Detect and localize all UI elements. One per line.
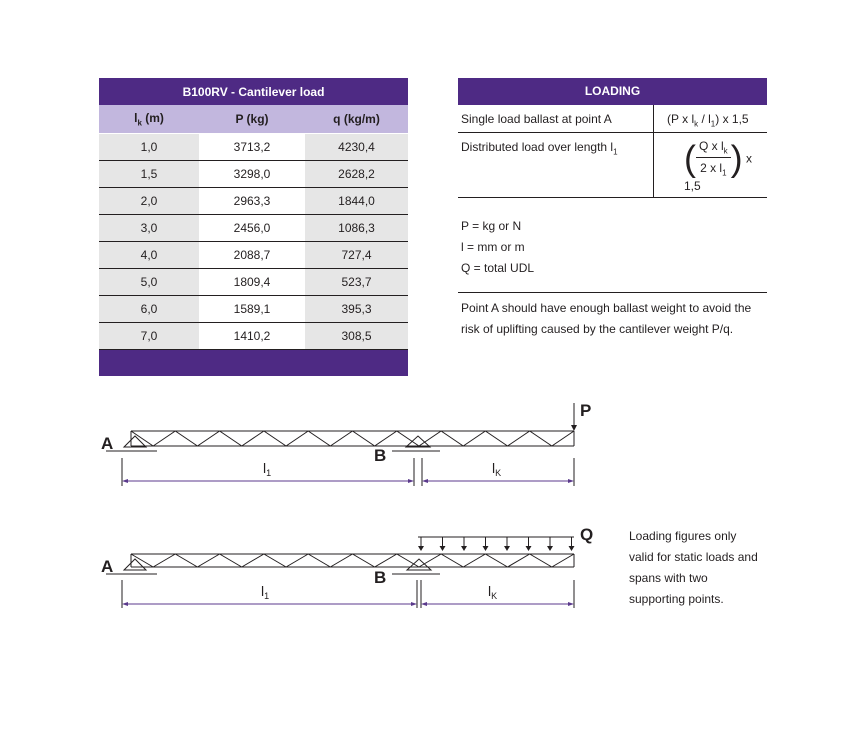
truss-diagonal <box>131 554 153 567</box>
q-cell: 1086,3 <box>305 214 408 241</box>
truss-diagonal <box>419 431 441 446</box>
span-l1-label: $l_1$ <box>263 460 272 478</box>
truss-diagonal <box>375 431 397 446</box>
header-lk: $l_k$ (m) <box>134 110 164 127</box>
distributed-load-formula: ( $\frac{Q x l_k}{2 x l_1}$ ) x 1,5 <box>684 137 753 193</box>
label-b: B <box>374 446 387 465</box>
truss-diagonal <box>175 431 197 446</box>
udl-arrowhead <box>547 546 553 551</box>
dimension-lines <box>122 580 574 608</box>
truss-diagonal <box>153 431 175 446</box>
q-cell: 727,4 <box>305 241 408 268</box>
truss-diagonal <box>175 554 197 567</box>
truss-diagonal <box>441 431 463 446</box>
truss-diagonal <box>330 554 352 567</box>
truss-diagonal <box>353 431 375 446</box>
static-load-note: Loading figures only valid for static loads and spans with two supporting points. <box>629 529 758 606</box>
span-lk-label: $l_K$ <box>492 460 502 478</box>
truss-diagonal <box>330 431 352 446</box>
udl-arrowhead <box>461 546 467 551</box>
label-b: B <box>374 568 387 587</box>
p-cell: 1809,4 <box>199 268 305 295</box>
truss-diagonal <box>264 431 286 446</box>
span-l1-label: $l_1$ <box>261 583 270 601</box>
distributed-load-diagram <box>101 525 593 608</box>
p-cell: 1589,1 <box>199 295 305 322</box>
truss-diagonal <box>552 431 574 446</box>
p-cell: 1410,2 <box>199 322 305 349</box>
legend-line: l = mm or m <box>461 240 525 254</box>
truss-diagonal <box>441 554 463 567</box>
lk-cell: 2,0 <box>99 187 199 214</box>
lk-cell: 1,5 <box>99 160 199 187</box>
truss-diagonal <box>485 431 507 446</box>
lk-cell: 6,0 <box>99 295 199 322</box>
truss-diagonal <box>286 554 308 567</box>
truss-diagonal <box>419 554 441 567</box>
single-load-formula: (P x $l_k / l_1$) x 1,5 <box>667 112 749 129</box>
truss-diagonal <box>508 431 530 446</box>
span-lk-label: $l_K$ <box>488 583 498 601</box>
truss-beam <box>131 554 574 567</box>
udl-arrowhead <box>440 546 446 551</box>
udl-arrowhead <box>504 546 510 551</box>
truss-diagonal <box>220 431 242 446</box>
udl-arrowhead <box>569 546 575 551</box>
truss-diagonal <box>197 431 219 446</box>
lk-cell: 4,0 <box>99 241 199 268</box>
label-p: P <box>580 401 592 420</box>
dimension-lines <box>122 458 574 486</box>
truss-diagonal <box>530 554 552 567</box>
distributed-load-label: Distributed load over length $l_1$ <box>461 140 618 157</box>
truss-diagonal <box>242 431 264 446</box>
loading-title: LOADING <box>458 78 767 105</box>
p-cell: 2456,0 <box>199 214 305 241</box>
truss-diagonal <box>397 554 419 567</box>
point-load-arrowhead <box>571 425 577 431</box>
label-q: Q <box>580 525 594 544</box>
truss-diagonal <box>220 554 242 567</box>
truss-diagonal <box>463 554 485 567</box>
legend-line: Q = total UDL <box>461 261 535 275</box>
p-cell: 2088,7 <box>199 241 305 268</box>
truss-diagonal <box>264 554 286 567</box>
q-cell: 308,5 <box>305 322 408 349</box>
lk-cell: 7,0 <box>99 322 199 349</box>
q-cell: 4230,4 <box>305 133 408 160</box>
udl-arrowhead <box>418 546 424 551</box>
legend-line: P = kg or N <box>461 219 522 233</box>
truss-diagonal <box>286 431 308 446</box>
truss-diagonal <box>153 554 175 567</box>
truss-diagonal <box>552 554 574 567</box>
q-cell: 2628,2 <box>305 160 408 187</box>
p-cell: 2963,3 <box>199 187 305 214</box>
q-cell: 395,3 <box>305 295 408 322</box>
p-cell: 3298,0 <box>199 160 305 187</box>
label-a: A <box>101 434 114 453</box>
truss-diagonal <box>375 554 397 567</box>
lk-cell: 3,0 <box>99 214 199 241</box>
header-q: q (kg/m) <box>333 111 380 126</box>
single-load-label: Single load ballast at point A <box>461 112 612 126</box>
truss-beam <box>131 431 574 446</box>
lk-cell: 1,0 <box>99 133 199 160</box>
truss-diagonal <box>530 431 552 446</box>
truss-diagonal <box>463 431 485 446</box>
q-cell: 1844,0 <box>305 187 408 214</box>
truss-diagonal <box>197 554 219 567</box>
truss-diagonal <box>308 431 330 446</box>
label-a: A <box>101 557 114 576</box>
header-p: P (kg) <box>235 111 269 126</box>
truss-diagonal <box>485 554 507 567</box>
truss-diagonal <box>308 554 330 567</box>
truss-diagonal <box>508 554 530 567</box>
distributed-load-arrows <box>418 537 575 551</box>
lk-cell: 5,0 <box>99 268 199 295</box>
truss-diagonal <box>242 554 264 567</box>
udl-arrowhead <box>526 546 532 551</box>
point-load-diagram <box>101 401 591 486</box>
q-cell: 523,7 <box>305 268 408 295</box>
table-title: B100RV - Cantilever load <box>182 84 325 99</box>
truss-diagonal <box>353 554 375 567</box>
p-cell: 3713,2 <box>199 133 305 160</box>
udl-arrowhead <box>483 546 489 551</box>
ballast-note: Point A should have enough ballast weight to avoid the risk of uplifting caused by the cantilever weight P/q. <box>461 301 752 336</box>
